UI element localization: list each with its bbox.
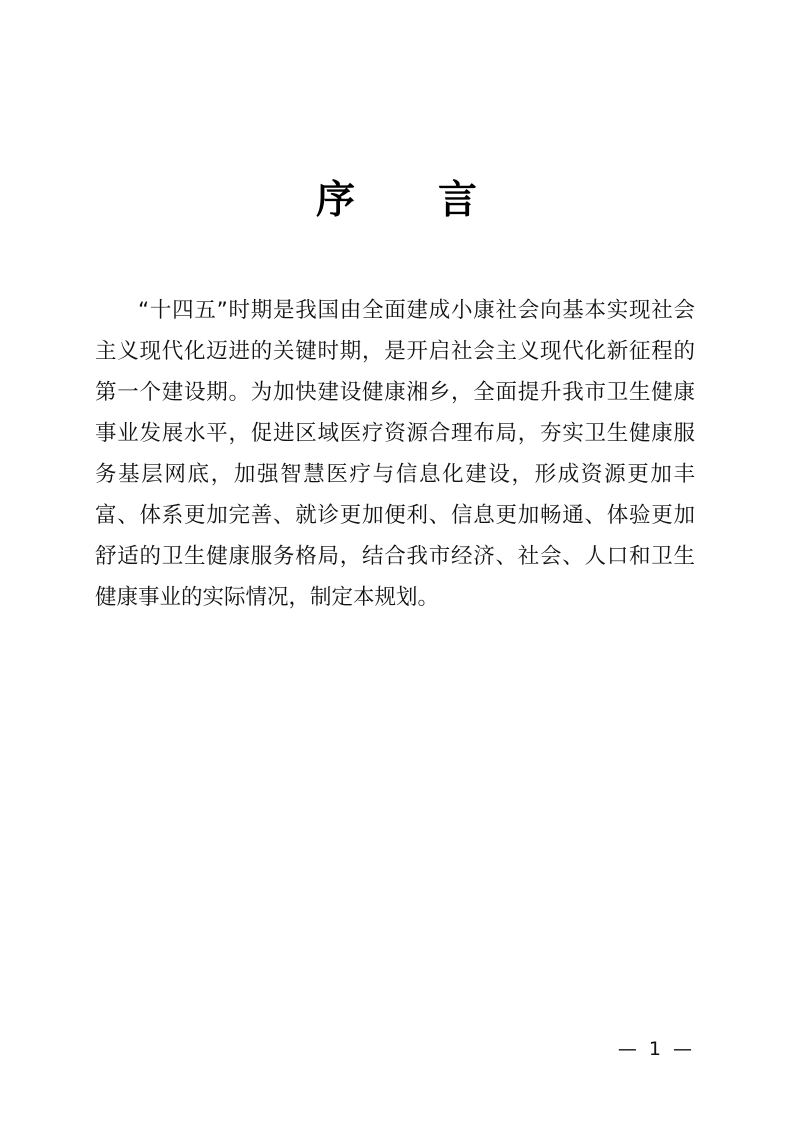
page-title: 序 言 — [315, 178, 499, 224]
page-number: — 1 — — [617, 1038, 695, 1060]
body-paragraph: “十四五”时期是我国由全面建成小康社会向基本实现社会主义现代化迈进的关键时期，是开启社会主义现代化新征程的第一个建设期。为加快建设健康湘乡，全面提升我市卫生健康事业发展水平，促进区域医疗资源合理布局，夯实卫生健康服务基层网底，加强智慧医疗与信息化建设，形成资源更加丰富、体系更加完善、就诊更加便利、信息更加畅通、体验更加舒适的卫生健康服务格局，结合我市经济、社会、人口和卫生健康事业的实际情况，制定本规划。 — [95, 297, 695, 610]
